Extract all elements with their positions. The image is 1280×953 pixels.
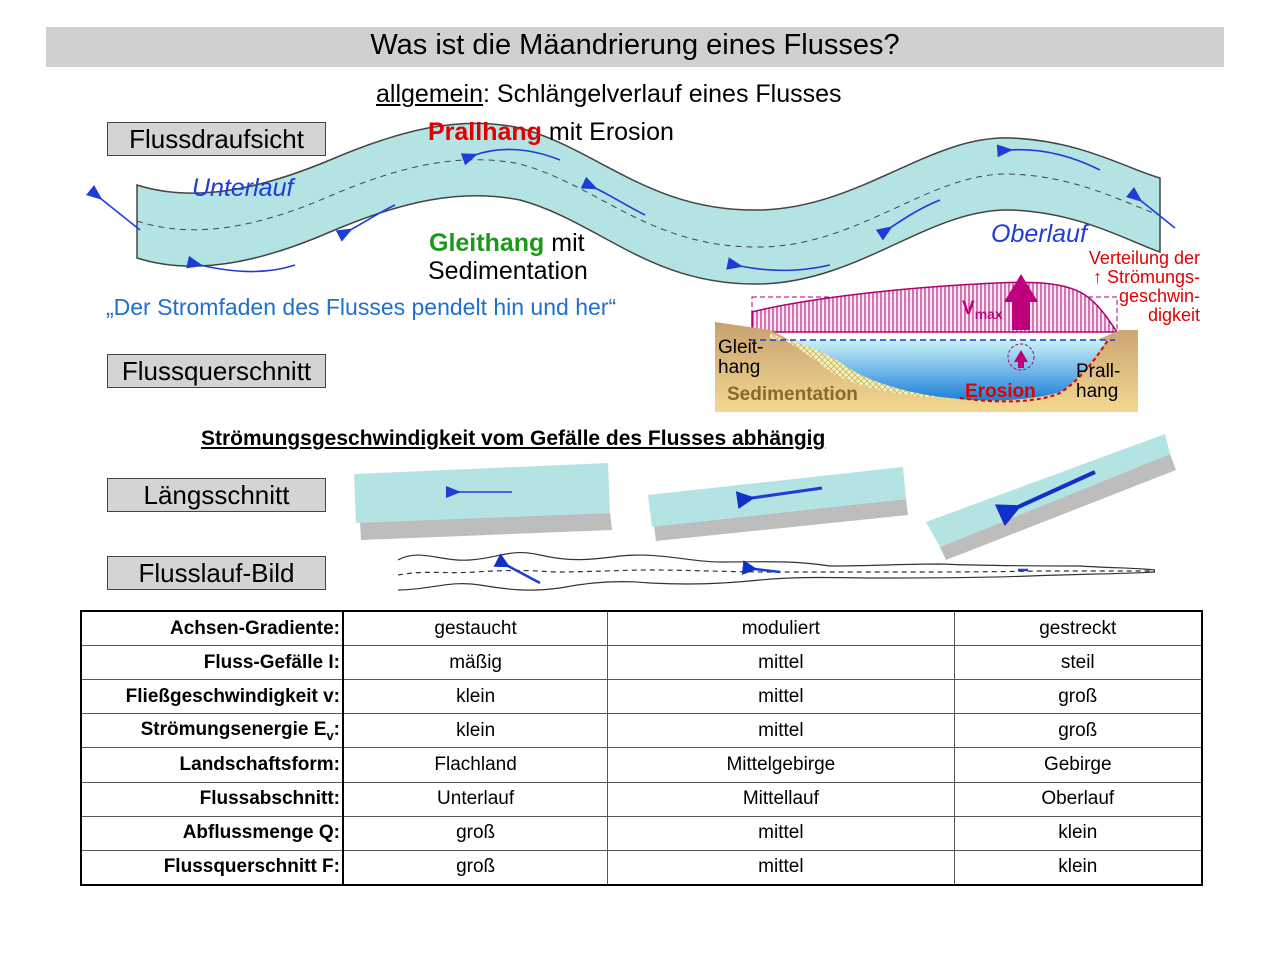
table-cell: mittel [608,646,954,680]
row-label: Abflussmenge Q: [81,816,343,850]
table-cell: groß [343,850,608,885]
table-row [81,646,1202,680]
table-row [81,782,1202,816]
table-cell: steil [954,646,1202,680]
velocity-distribution-label [1060,249,1200,325]
row-label-sub: v [326,727,334,743]
table-cell: klein [343,680,608,714]
sedimentation-text: Sedimentation [428,257,588,285]
erosion-cross-label: Erosion [965,381,1036,402]
label-flusslauf-bild: Flusslauf-Bild [107,556,326,590]
verteilung-line-4: digkeit [1147,305,1200,325]
table-row [81,680,1202,714]
table-cell: klein [343,714,608,748]
table-cell: Mittelgebirge [608,748,954,782]
label-flussdraufsicht: Flussdraufsicht [107,122,326,156]
label-laengsschnitt: Längsschnitt [107,478,326,512]
table-cell: klein [954,816,1202,850]
gleithang-word: Gleithang [429,229,545,257]
subtitle-underlined: allgemein [376,80,484,108]
row-label: Landschaftsform: [81,748,343,782]
gleit-line-1: Gleit- [718,337,764,358]
table-cell: Gebirge [954,748,1202,782]
table-row [81,714,1202,748]
properties-table [80,610,1203,886]
prallhang-word: Prallhang [428,118,542,146]
gleit-line-2: hang [718,357,761,378]
table-cell: mittel [608,850,954,885]
longitudinal-sections [354,434,1176,560]
table-cell: mäßig [343,646,608,680]
table-row [81,816,1202,850]
table-row [81,850,1202,885]
row-label: Fließgeschwindigkeit v: [81,680,343,714]
prallhang-suffix: mit Erosion [541,118,674,146]
table-cell: groß [954,680,1202,714]
stromfaden-quote: „Der Stromfaden des Flusses pendelt hin und her“ [106,294,617,320]
verteilung-line-3: geschwin- [1118,286,1200,306]
gradient-heading: Strömungsgeschwindigkeit vom Gefälle des Flusses abhängig [201,427,826,450]
row-label-end: : [333,719,340,740]
table-cell: Oberlauf [954,782,1202,816]
row-label-main: Strömungsenergie E [140,719,327,740]
prallhang-cross-label [1076,362,1120,402]
row-label: Flussabschnitt: [81,782,343,816]
vmax-v: V [962,298,975,319]
gleithang-text [429,229,585,258]
label-flussquerschnitt: Flussquerschnitt [107,354,326,388]
table-cell: gestreckt [954,611,1202,646]
river-course-sketch [398,553,1155,591]
table-cell: gestaucht [343,611,608,646]
page-title: Was ist die Mäandrierung eines Flusses? [370,29,900,61]
row-label [81,714,343,748]
table-cell: mittel [608,816,954,850]
table-cell: groß [343,816,608,850]
sedimentation-cross-label: Sedimentation [727,384,858,405]
gleithang-suffix: mit [544,229,585,257]
unterlauf-label: Unterlauf [192,174,294,202]
table-cell: moduliert [608,611,954,646]
prallhang-text [428,118,674,147]
row-label: Achsen-Gradiente: [81,611,343,646]
table-row [81,611,1202,646]
table-cell: klein [954,850,1202,885]
gleithang-cross-label [718,338,763,378]
verteilung-line-1: Verteilung der [1088,248,1200,268]
table-cell: Unterlauf [343,782,608,816]
vmax-sub: max [974,305,1003,322]
table-cell: Mittellauf [608,782,954,816]
subtitle-rest: : Schlängelverlauf eines Flusses [483,80,842,108]
verteilung-line-2: ↑ Strömungs- [1092,267,1200,287]
row-label: Flussquerschnitt F: [81,850,343,885]
table-cell: groß [954,714,1202,748]
prall-line-1: Prall- [1076,361,1121,382]
row-label: Fluss-Gefälle I: [81,646,343,680]
prall-line-2: hang [1076,381,1119,402]
oberlauf-label: Oberlauf [991,220,1087,248]
river-plan-view [100,123,1175,284]
table-cell: mittel [608,680,954,714]
table-cell: Flachland [343,748,608,782]
table-row [81,748,1202,782]
vmax-label [962,298,1003,322]
table-cell: mittel [608,714,954,748]
